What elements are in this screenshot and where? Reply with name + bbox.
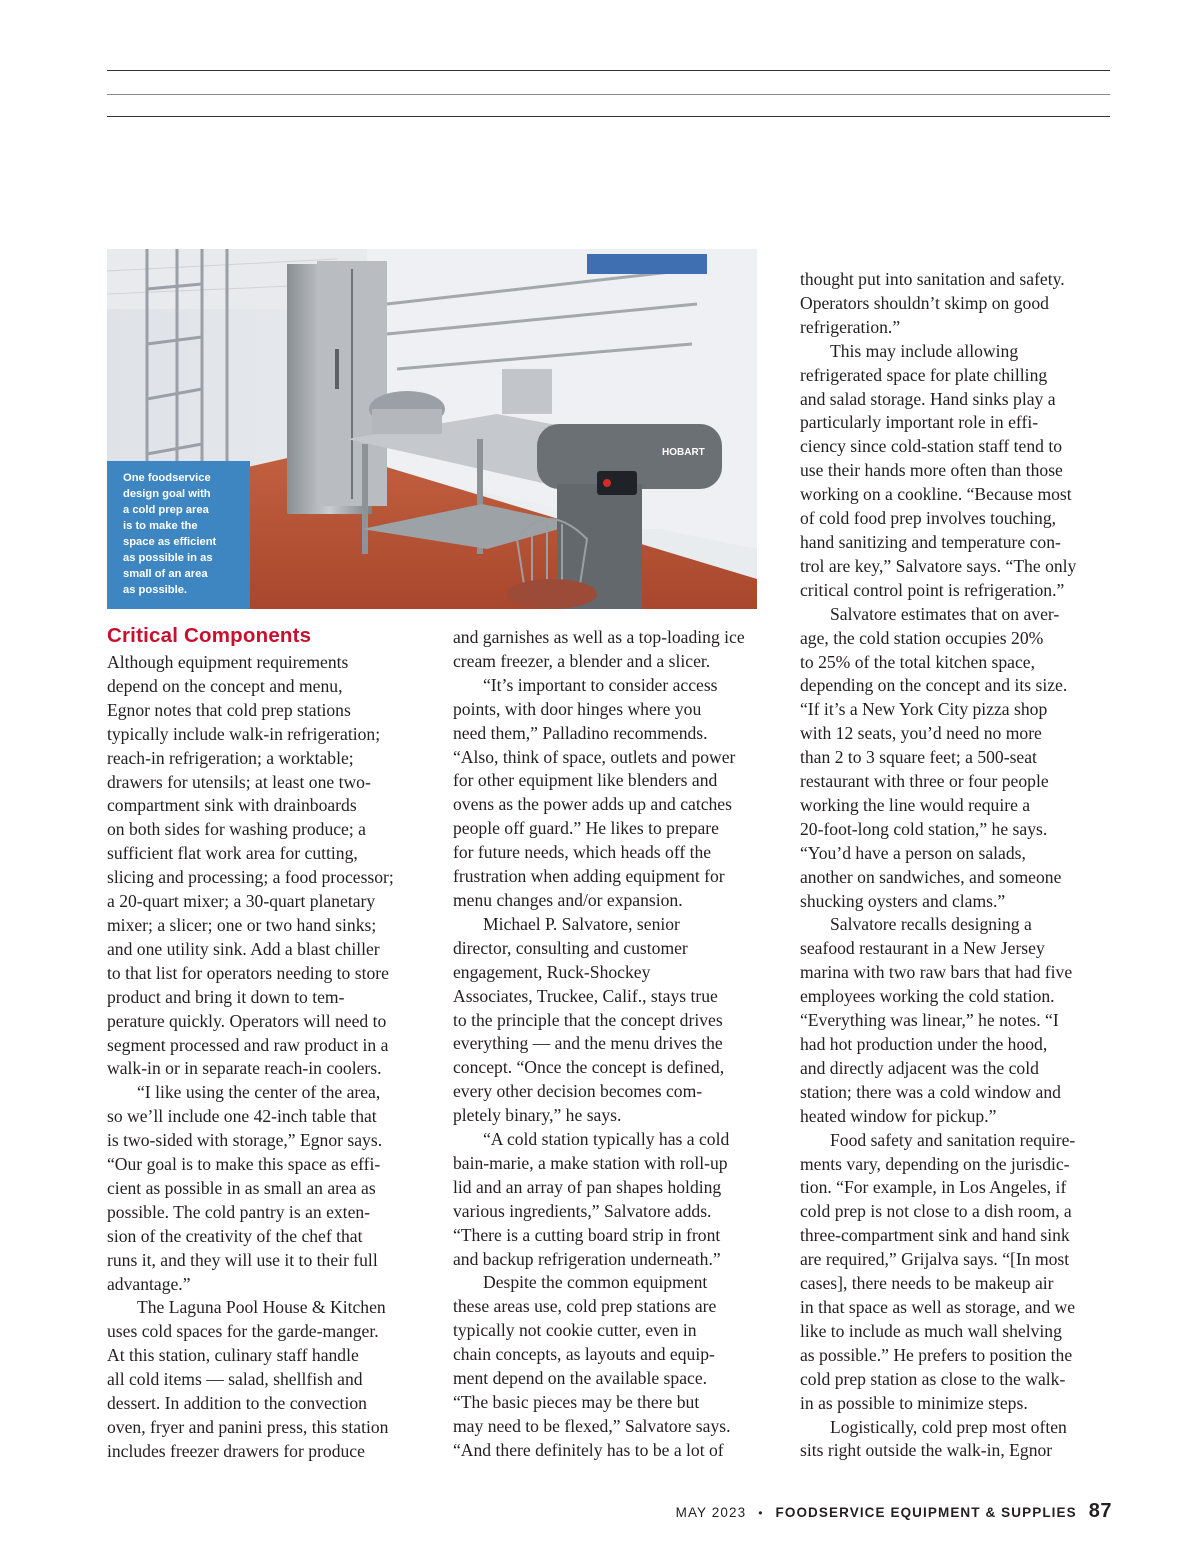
caption-line: as possible. [123, 584, 188, 596]
text-line: for future needs, which heads off the [453, 842, 712, 863]
caption-line: is to make the [123, 520, 198, 532]
text-line: typically not cookie cutter, even in [453, 1320, 697, 1341]
text-line: cream freezer, a blender and a slicer. [453, 650, 711, 671]
text-line: pletely binary,” he says. [453, 1105, 622, 1126]
text-line: three-compartment sink and hand sink [800, 1225, 1070, 1246]
text-line: 20-foot-long cold station,” he says. [800, 818, 1048, 839]
magazine-title: FOODSERVICE EQUIPMENT & SUPPLIES [775, 1505, 1077, 1520]
text-line: “You’d have a person on salads, [800, 842, 1026, 863]
text-line: of cold food prep involves touching, [800, 508, 1057, 529]
text-line: “There is a cutting board strip in front [453, 1224, 721, 1245]
footer-bullet: • [758, 1506, 764, 1520]
caption-line: One foodservice [123, 472, 211, 484]
article-column-1 [107, 622, 423, 1464]
text-line: all cold items — salad, shellfish and [107, 1369, 363, 1390]
text-line: reach-in refrigeration; a worktable; [107, 747, 354, 768]
text-line: every other decision becomes com- [453, 1081, 703, 1102]
text-line: to 25% of the total kitchen space, [800, 651, 1035, 672]
text-line: working on a cookline. “Because most [800, 484, 1072, 505]
text-line: includes freezer drawers for produce [107, 1440, 365, 1461]
text-line: Despite the common equipment [483, 1272, 708, 1293]
photo-caption [107, 461, 250, 609]
mixer-brand-label: HOBART [662, 447, 705, 458]
text-line: working the line would require a [800, 794, 1031, 815]
text-line: This may include allowing [830, 340, 1019, 361]
text-line: frustration when adding equipment for [453, 866, 725, 887]
text-line: chain concepts, as layouts and equip- [453, 1344, 715, 1365]
text-line: ments vary, depending on the jurisdic- [800, 1153, 1070, 1174]
text-line: “A cold station typically has a cold [483, 1129, 730, 1150]
kitchen-photo [107, 249, 757, 609]
text-line: particularly important role in effi- [800, 412, 1039, 433]
caption-line: design goal with [123, 488, 211, 500]
text-line: everything — and the menu drives the [453, 1033, 723, 1054]
text-line: possible. The cold pantry is an exten- [107, 1201, 371, 1222]
text-line: dessert. In addition to the convection [107, 1393, 367, 1414]
text-line: with 12 seats, you’d need no more [800, 723, 1042, 744]
text-line: Although equipment requirements [107, 652, 349, 672]
text-line: slicing and processing; a food processor; [107, 867, 394, 888]
text-line: had hot production under the hood, [800, 1034, 1048, 1054]
text-line: and one utility sink. Add a blast chiller [107, 938, 380, 959]
text-line: like to include as much wall shelving [800, 1320, 1062, 1341]
text-line: Michael P. Salvatore, senior [483, 913, 680, 934]
text-line: these areas use, cold prep stations are [453, 1296, 717, 1317]
text-line: “And there definitely has to be a lot of [453, 1439, 724, 1460]
text-line: perature quickly. Operators will need to [107, 1010, 387, 1031]
text-line: uses cold spaces for the garde-manger. [107, 1321, 379, 1342]
text-line: oven, fryer and panini press, this station [107, 1417, 389, 1437]
text-line: sion of the creativity of the chef that [107, 1225, 363, 1246]
text-line: refrigeration.” [800, 316, 901, 337]
text-line: ment depend on the available space. [453, 1368, 708, 1389]
text-line: another on sandwiches, and someone [800, 866, 1062, 887]
text-line: than 2 to 3 square feet; a 500-seat [800, 747, 1037, 768]
text-line: engagement, Ruck-Shockey [453, 961, 651, 982]
text-line: “Our goal is to make this space as effi- [107, 1154, 381, 1175]
text-line: menu changes and/or expansion. [453, 889, 683, 910]
issue-date: MAY 2023 [675, 1505, 747, 1520]
text-line: people off guard.” He likes to prepare [453, 818, 719, 839]
text-line: hand sanitizing and temperature con- [800, 531, 1061, 552]
text-line: “The basic pieces may be there but [453, 1392, 700, 1412]
text-line: “If it’s a New York City pizza shop [800, 699, 1048, 720]
text-line: shucking oysters and clams.” [800, 890, 1006, 911]
text-line: heated window for pickup.” [800, 1105, 997, 1126]
caption-line: space as efficient [123, 536, 217, 548]
text-line: sits right outside the walk-in, Egnor [800, 1440, 1053, 1461]
text-line: depending on the concept and its size. [800, 675, 1068, 696]
text-line: various ingredients,” Salvatore adds. [453, 1200, 712, 1221]
text-line: “Everything was linear,” he notes. “I [800, 1010, 1059, 1031]
text-line: thought put into sanitation and safety. [800, 269, 1065, 289]
text-line: critical control point is refrigeration.” [800, 579, 1065, 600]
text-line: cold prep station as close to the walk- [800, 1368, 1066, 1389]
text-line: marina with two raw bars that had five [800, 962, 1073, 983]
text-line: use their hands more often than those [800, 460, 1063, 481]
text-line: and garnishes as well as a top-loading ice [453, 627, 745, 647]
text-line: station; there was a cold window and [800, 1081, 1061, 1102]
text-line: trol are key,” Salvatore says. “The only [800, 555, 1077, 576]
text-line: “Also, think of space, outlets and power [453, 746, 736, 767]
text-line: Salvatore recalls designing a [830, 914, 1032, 935]
text-line: cases], there needs to be makeup air [800, 1273, 1054, 1294]
text-line: for other equipment like blenders and [453, 770, 718, 791]
text-line: Egnor notes that cold prep stations [107, 699, 351, 720]
text-line: to the principle that the concept drives [453, 1009, 723, 1030]
text-line: is two-sided with storage,” Egnor says. [107, 1130, 383, 1151]
text-line: and directly adjacent was the cold [800, 1057, 1039, 1078]
header-rule-middle [107, 94, 1110, 95]
text-line: Food safety and sanitation require- [830, 1129, 1076, 1150]
text-line: The Laguna Pool House & Kitchen [137, 1297, 386, 1318]
text-line: At this station, culinary staff handle [107, 1345, 359, 1366]
text-line: and backup refrigeration underneath.” [453, 1248, 721, 1269]
caption-line: as possible in as [123, 552, 213, 564]
text-line: employees working the cold station. [800, 986, 1055, 1007]
header-rule-bottom [107, 116, 1110, 117]
text-line: segment processed and raw product in a [107, 1034, 389, 1055]
article-column-3 [800, 268, 1112, 1463]
text-line: ovens as the power adds up and catches [453, 794, 732, 815]
text-line: “I like using the center of the area, [137, 1082, 381, 1103]
caption-line: small of an area [123, 568, 208, 580]
text-line: seafood restaurant in a New Jersey [800, 938, 1045, 959]
header-rule-top [107, 70, 1110, 71]
text-line: compartment sink with drainboards [107, 795, 357, 816]
text-line: may need to be flexed,” Salvatore says. [453, 1415, 731, 1436]
text-line: concept. “Once the concept is defined, [453, 1057, 725, 1078]
text-line: a 20-quart mixer; a 30-quart planetary [107, 891, 376, 912]
article-column-2 [453, 626, 773, 1463]
text-line: lid and an array of pan shapes holding [453, 1176, 722, 1197]
text-line: advantage.” [107, 1273, 191, 1294]
text-line: product and bring it down to tem- [107, 986, 345, 1007]
text-line: in that space as well as storage, and we [800, 1296, 1076, 1317]
text-line: cient as possible in as small an area as [107, 1177, 376, 1198]
text-line: need them,” Palladino recommends. [453, 722, 708, 743]
section-heading: Critical Components [107, 624, 312, 647]
text-line: ciency since cold-station staff tend to [800, 436, 1063, 457]
text-line: sufficient flat work area for cutting, [107, 843, 358, 864]
text-line: restaurant with three or four people [800, 771, 1049, 792]
text-line: typically include walk-in refrigeration; [107, 723, 381, 744]
text-line: drawers for utensils; at least one two- [107, 771, 371, 792]
text-line: age, the cold station occupies 20% [800, 627, 1044, 648]
caption-line: a cold prep area [123, 504, 209, 516]
page-number: 87 [1088, 1500, 1112, 1522]
text-line: cold prep is not close to a dish room, a [800, 1201, 1072, 1222]
text-line: walk-in or in separate reach-in coolers. [107, 1058, 382, 1079]
text-line: Associates, Truckee, Calif., stays true [453, 985, 718, 1006]
text-line: depend on the concept and menu, [107, 675, 343, 696]
text-line: as possible.” He prefers to position the [800, 1344, 1073, 1365]
text-line: runs it, and they will use it to their full [107, 1249, 378, 1270]
text-line: bain-marie, a make station with roll-up [453, 1152, 728, 1173]
text-line: in as possible to minimize steps. [800, 1392, 1028, 1413]
text-line: tion. “For example, in Los Angeles, if [800, 1177, 1067, 1198]
text-line: so we’ll include one 42-inch table that [107, 1106, 377, 1127]
text-line: “It’s important to consider access [483, 674, 718, 695]
text-line: refrigerated space for plate chilling [800, 364, 1048, 385]
text-line: and salad storage. Hand sinks play a [800, 388, 1056, 409]
text-line: to that list for operators needing to store [107, 962, 389, 983]
text-line: Operators shouldn’t skimp on good [800, 292, 1049, 313]
text-line: Logistically, cold prep most often [830, 1416, 1067, 1437]
text-line: mixer; a slicer; one or two hand sinks; [107, 914, 377, 935]
text-line: points, with door hinges where you [453, 698, 702, 719]
text-line: director, consulting and customer [453, 937, 688, 958]
page-footer [676, 1500, 1112, 1523]
text-line: are required,” Grijalva says. “[In most [800, 1249, 1070, 1270]
text-line: Salvatore estimates that on aver- [830, 603, 1060, 624]
text-line: on both sides for washing produce; a [107, 819, 366, 840]
